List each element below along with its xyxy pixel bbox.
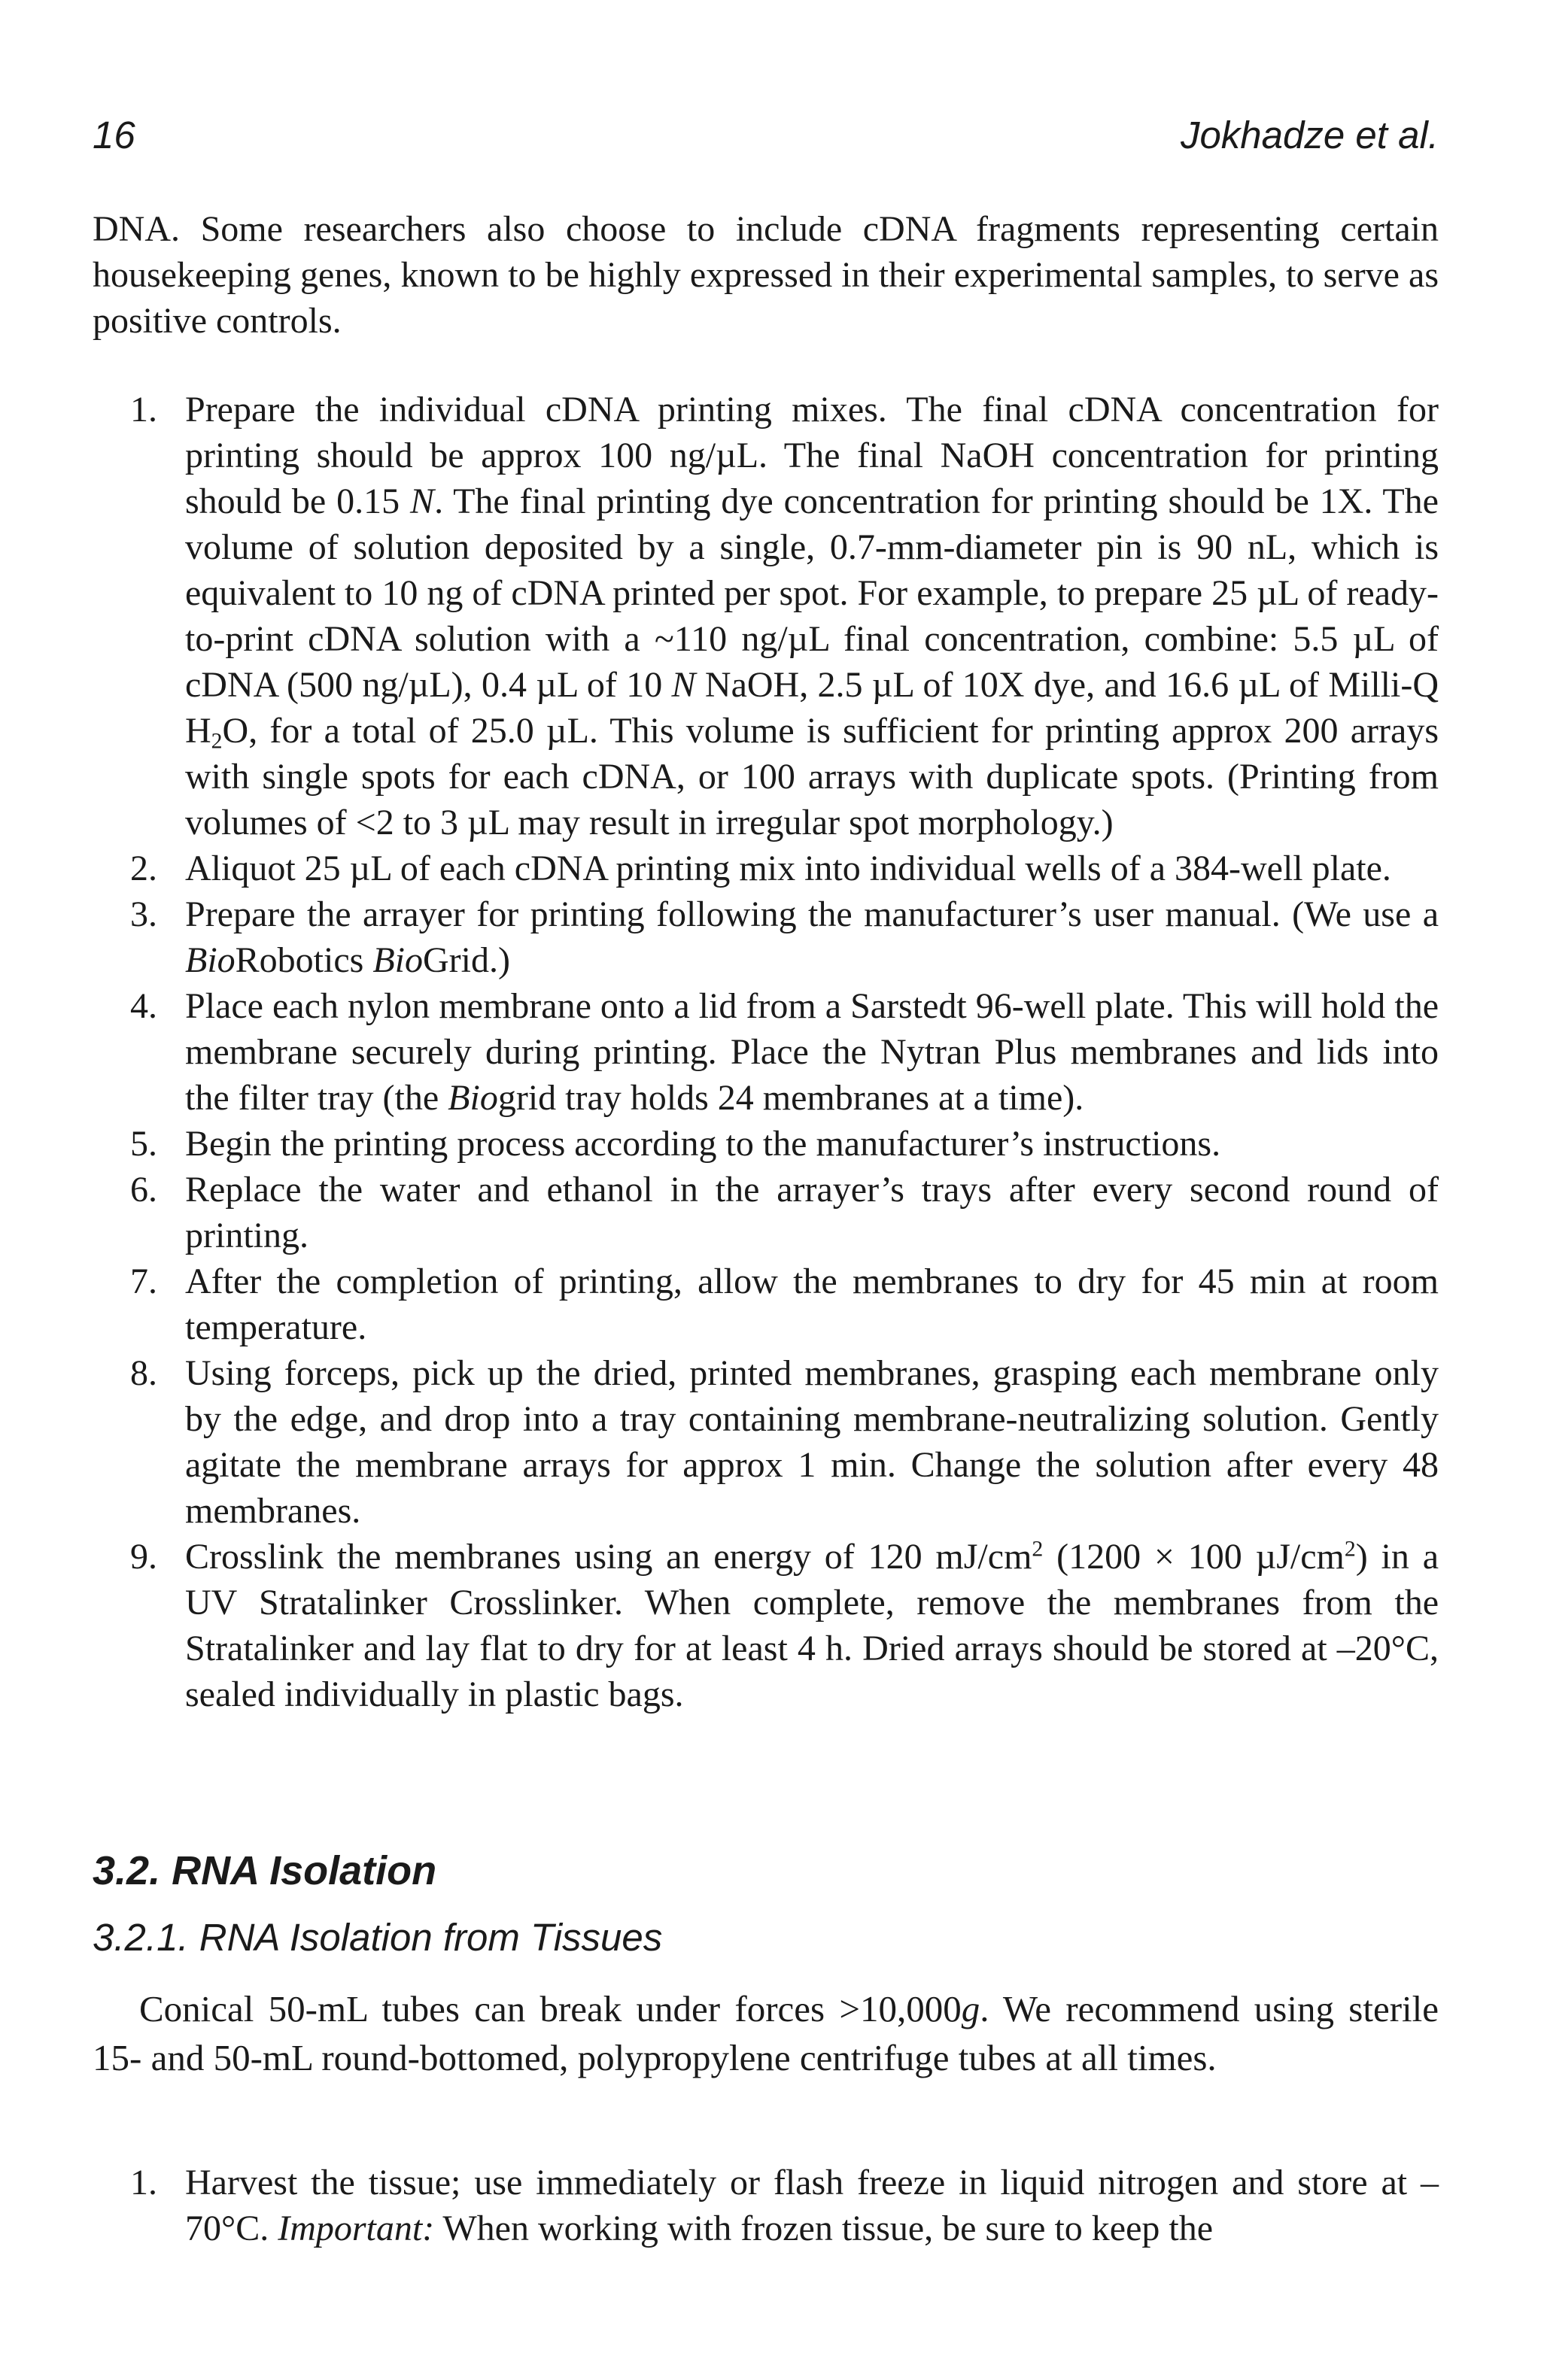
paragraph-text: . We recommend using sterile 15- and 50-mL round-bottomed, polypropylene centrifuge tubes at all times. — [93, 1988, 1439, 2078]
step-number: 2. — [130, 848, 157, 888]
subscript: 2 — [211, 728, 223, 754]
step-text: grid tray holds 24 membranes at a time). — [497, 1078, 1084, 1118]
intro-text: DNA. Some researchers also choose to include cDNA fragments representing certain housekeeping genes, known to be highly expressed in their experimental samples, to serve as positive controls. — [93, 209, 1439, 341]
section-intro-text — [93, 1984, 1439, 2082]
printing-step-6 — [93, 1167, 1439, 1258]
superscript: 2 — [1344, 1536, 1356, 1562]
step-text: Using forceps, pick up the dried, printed membranes, grasping each membrane only by the edge, and drop into a tray containing membrane-neutralizing solution. Gently agitate the membrane arrays for approx 1 min. Change the solution after every 48 membranes. — [185, 1353, 1439, 1531]
printing-step-8 — [93, 1350, 1439, 1534]
step-text: Harvest the tissue; use immediately or flash freeze in liquid nitrogen and store at –70°C. — [185, 2163, 1439, 2248]
printing-step-7 — [93, 1258, 1439, 1350]
step-number: 5. — [130, 1124, 157, 1164]
step-text: Grid.) — [422, 940, 510, 980]
page-number: 16 — [93, 114, 135, 156]
step-number: 8. — [130, 1353, 157, 1393]
step-text: Prepare the arrayer for printing following the manufacturer’s user manual. (We use a — [185, 894, 1439, 934]
step-number: 6. — [130, 1170, 157, 1210]
running-head-authors: Jokhadze et al. — [1180, 114, 1439, 156]
step-text: NaOH, 2.5 µL of 10X dye, and 16.6 µL of Milli-Q H — [185, 665, 1439, 751]
step-text: Prepare the individual cDNA printing mixes. The final cDNA concentration for printing should be approx 100 ng/µL. The final NaOH concentration for printing should be 0.15 — [185, 390, 1439, 521]
intro-paragraph — [93, 206, 1439, 344]
step-text-italic: Bio — [185, 940, 236, 980]
step-text-italic: N — [410, 481, 435, 521]
step-number: 1. — [130, 390, 157, 430]
paragraph-text-italic: g — [961, 1988, 980, 2029]
section-heading: 3.2. RNA Isolation — [93, 1848, 437, 1893]
step-text: Aliquot 25 µL of each cDNA printing mix into individual wells of a 384-well plate. — [185, 848, 1391, 888]
printing-step-9 — [93, 1534, 1439, 1717]
step-text-italic: Bio — [372, 940, 423, 980]
subsection-heading: 3.2.1. RNA Isolation from Tissues — [93, 1916, 663, 1959]
rna-step-1 — [93, 2160, 1439, 2251]
step-text: Crosslink the membranes using an energy of 120 mJ/cm — [185, 1537, 1032, 1577]
printing-step-3 — [93, 891, 1439, 983]
step-text: When working with frozen tissue, be sure to keep the — [434, 2208, 1214, 2248]
step-text: (1200 × 100 µJ/cm — [1043, 1537, 1345, 1577]
step-text: Robotics — [235, 940, 373, 980]
step-text: Replace the water and ethanol in the arrayer’s trays after every second round of printing. — [185, 1170, 1439, 1255]
step-text: Place each nylon membrane onto a lid from a Sarstedt 96-well plate. This will hold the membrane securely during printing. Place the Nytran Plus membranes and lids into the filter tray (the — [185, 986, 1439, 1118]
step-text-italic: Important: — [278, 2208, 435, 2248]
superscript: 2 — [1032, 1536, 1044, 1562]
printing-steps-list — [93, 387, 1439, 1717]
step-text-italic: Bio — [448, 1078, 498, 1118]
printing-step-1 — [93, 387, 1439, 845]
step-number: 1. — [130, 2163, 157, 2202]
step-number: 4. — [130, 986, 157, 1026]
step-text: After the completion of printing, allow the membranes to dry for 45 min at room temperature. — [185, 1261, 1439, 1347]
printing-step-4 — [93, 983, 1439, 1121]
step-text: O, for a total of 25.0 µL. This volume is sufficient for printing approx 200 arrays with single spots for each cDNA, or 100 arrays with duplicate spots. (Printing from volumes of <2 to 3 µL may result in irregular spot morphology.) — [185, 711, 1439, 842]
section-intro-paragraph — [93, 1984, 1439, 2082]
step-text: . The final printing dye concentration for printing should be 1X. The volume of solution deposited by a single, 0.7-mm-diameter pin is 90 nL, which is equivalent to 10 ng of cDNA printed per spot. For example, to prepare 25 µL of ready-to-print cDNA solution with a ~110 ng/µL final concentration, combine: 5.5 µL of cDNA (500 ng/µL), 0.4 µL of 10 — [185, 481, 1439, 705]
rna-steps-list — [93, 2160, 1439, 2251]
step-text-italic: N — [671, 665, 696, 705]
step-text: ) in a UV Stratalinker Crosslinker. When complete, remove the membranes from the Stratalinker and lay flat to dry for at least 4 h. Dried arrays should be stored at –20°C, sealed individually in plastic bags. — [185, 1537, 1439, 1714]
step-number: 9. — [130, 1537, 157, 1577]
step-number: 3. — [130, 894, 157, 934]
step-number: 7. — [130, 1261, 157, 1301]
paragraph-text: Conical 50-mL tubes can break under forces >10,000 — [139, 1988, 962, 2029]
printing-step-2 — [93, 845, 1439, 891]
step-text: Begin the printing process according to the manufacturer’s instructions. — [185, 1124, 1221, 1164]
printing-step-5 — [93, 1121, 1439, 1167]
